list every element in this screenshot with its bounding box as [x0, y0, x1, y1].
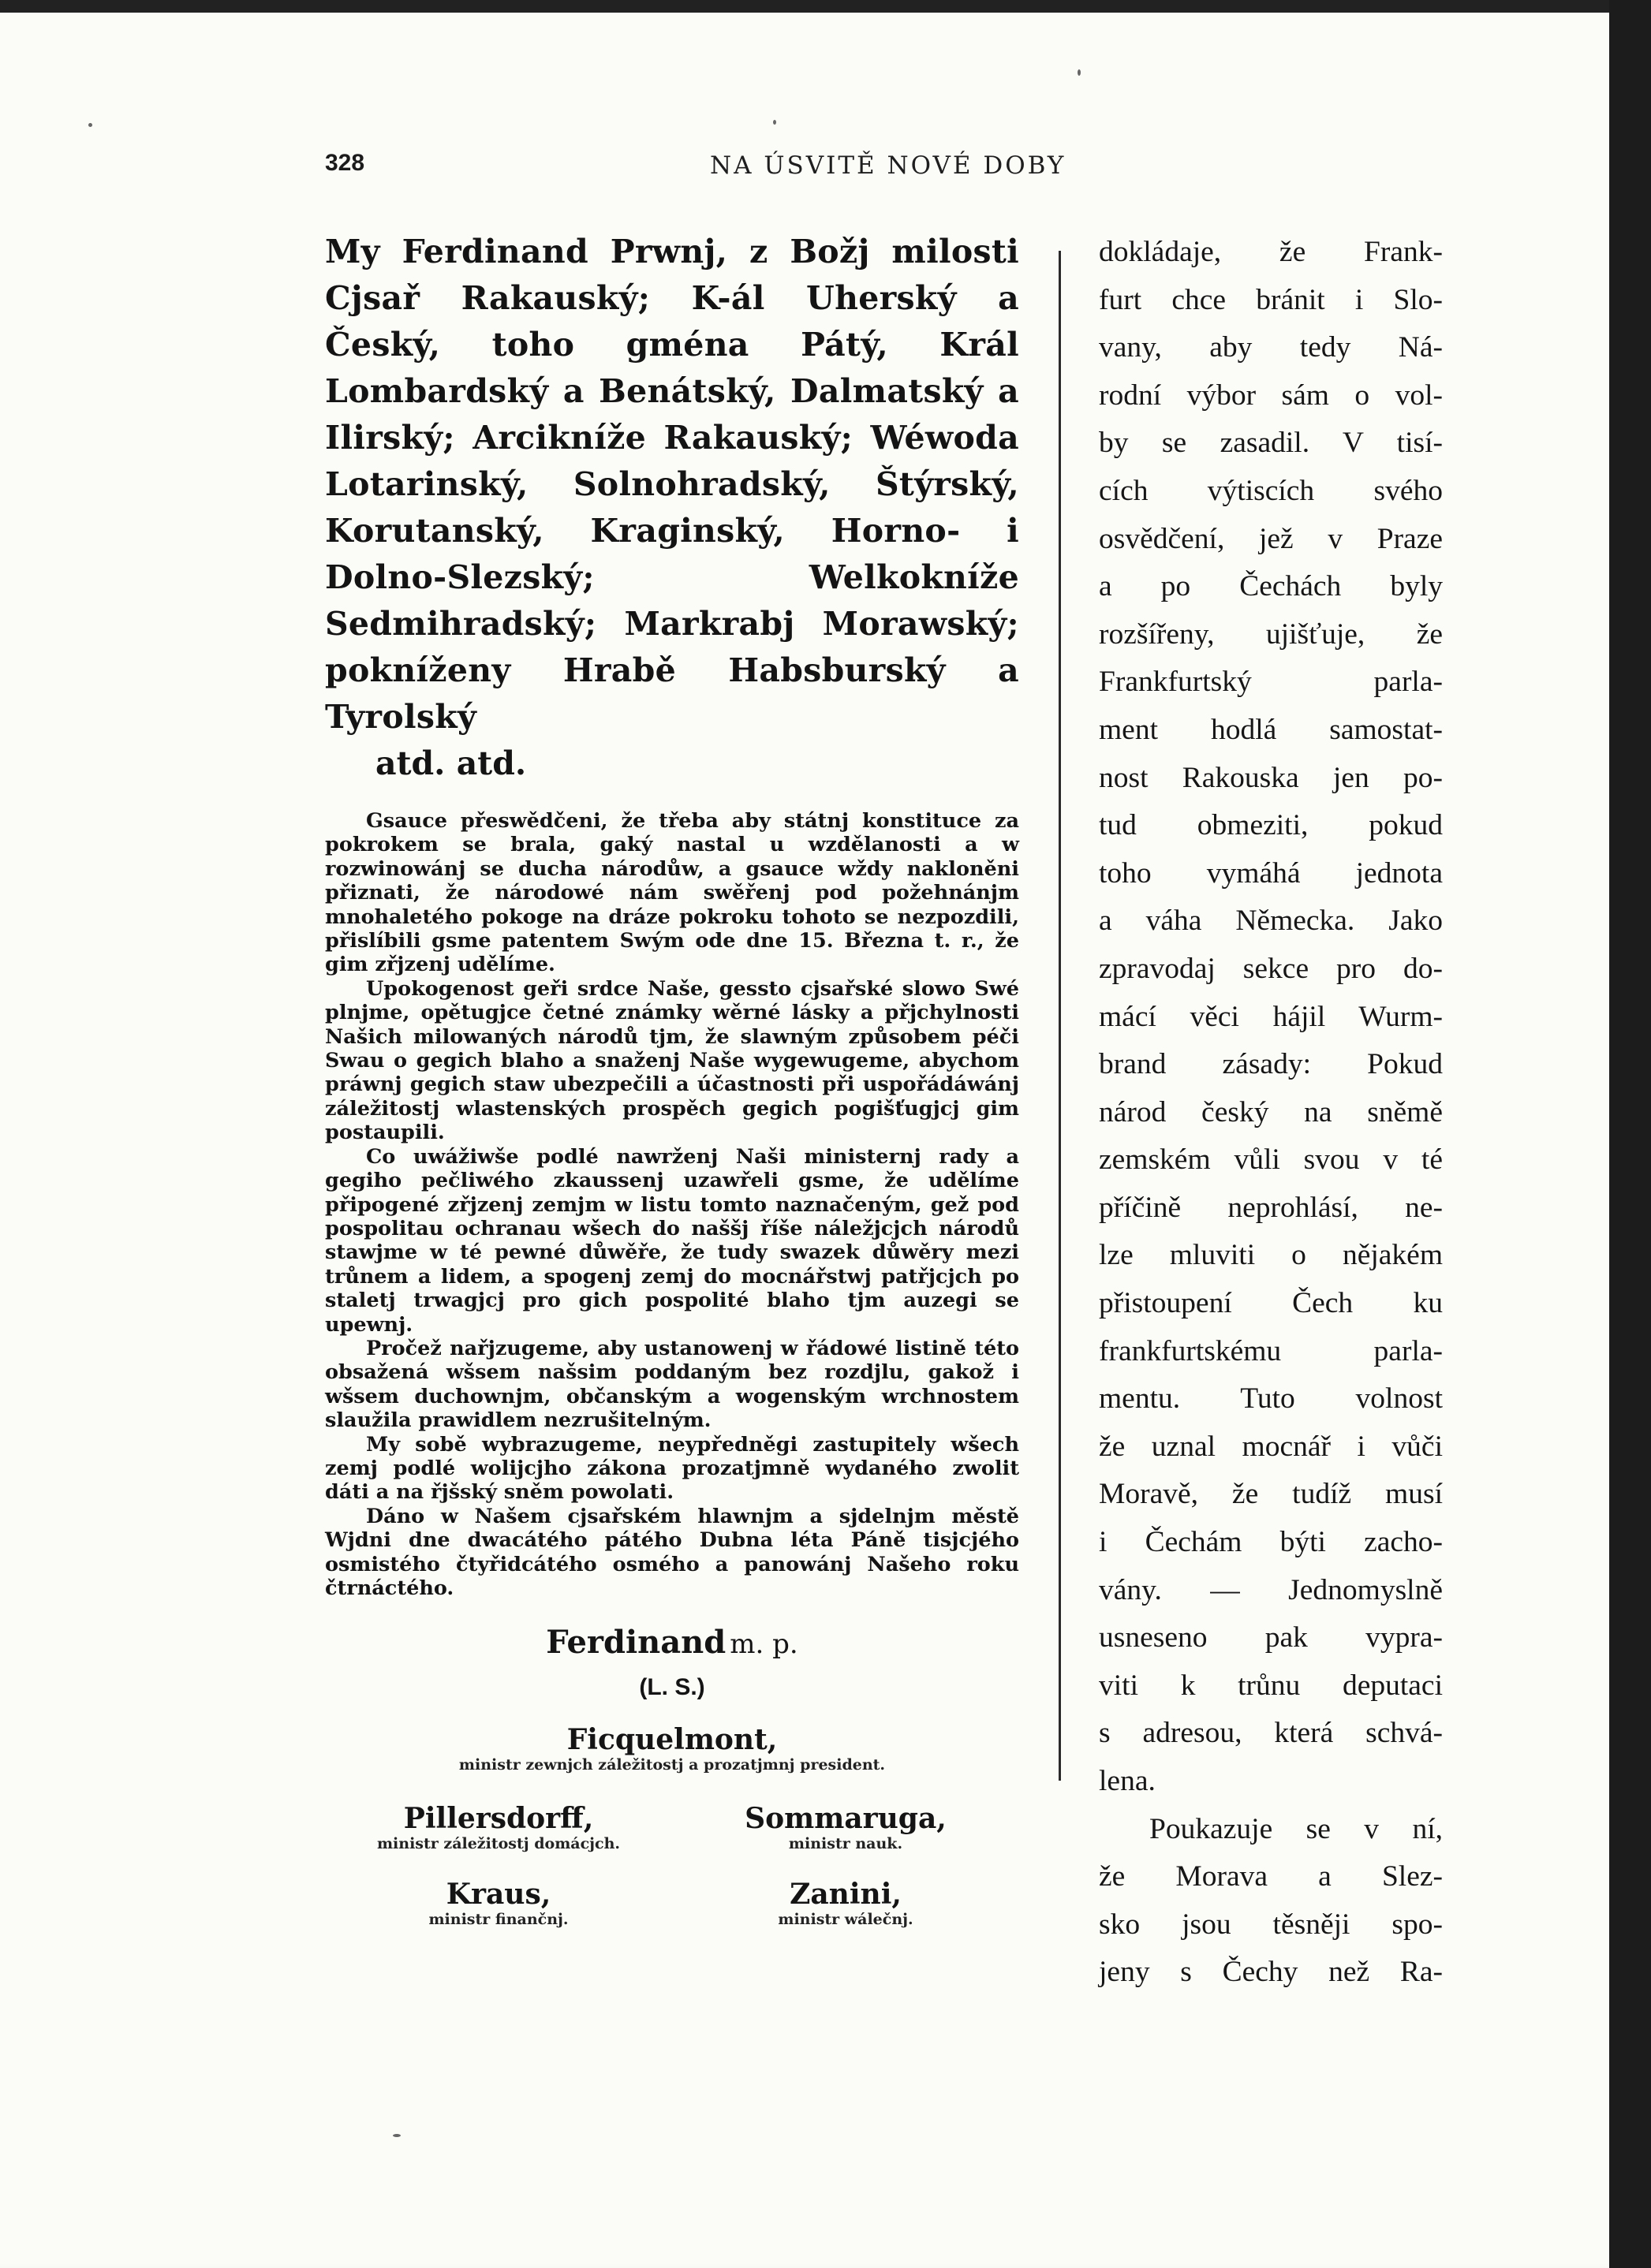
text-line: frankfurtskému parla-: [1099, 1334, 1443, 1367]
text-line: zpravodaj sekce pro do-: [1099, 952, 1443, 985]
minister-role: ministr finančnj.: [428, 1911, 569, 1929]
scan-speck: [1078, 69, 1081, 76]
text-line: osvědčení, jež v Praze: [1099, 522, 1443, 555]
text-line: lze mluviti o nějakém: [1099, 1239, 1443, 1272]
text-line: brand zásady: Pokud: [1099, 1048, 1443, 1081]
decree-title-end: atd. atd.: [375, 744, 527, 782]
seal-text: (L. S.): [639, 1674, 705, 1701]
minister-role: ministr záležitostj domácjch.: [376, 1835, 621, 1853]
text-line: toho vymáhá jednota: [1099, 856, 1443, 890]
minister-signature-right-1: [672, 1802, 1019, 1852]
president-name: Ficquelmont,: [566, 1723, 778, 1757]
minister-signature-left-1: [325, 1802, 672, 1852]
text-line: Moravě, že tudíž musí: [1099, 1478, 1443, 1511]
scan-speck: [88, 123, 92, 127]
text-line: vany, aby tedy Ná-: [1099, 331, 1443, 364]
seal-mark: [325, 1674, 1019, 1701]
minister-name: Sommaruga,: [745, 1802, 947, 1836]
text-line: s adresou, která schvá-: [1099, 1717, 1443, 1750]
scan-border-top: [0, 0, 1651, 13]
text-line: usneseno pak vypra-: [1099, 1621, 1443, 1654]
text-line: že uznal mocnář i vůči: [1099, 1430, 1443, 1463]
scan-border-right: [1609, 0, 1651, 2268]
text-line: Poukazuje se v ní,: [1149, 1812, 1443, 1845]
minister-name: Zanini,: [790, 1878, 902, 1912]
decree-column: [325, 229, 1019, 1955]
text-line: i Čechám býti zacho-: [1099, 1526, 1443, 1559]
president-role: ministr zewnjch záležitostj a prozatjmnj president.: [458, 1756, 886, 1774]
text-line: dokládaje, že Frank-: [1099, 236, 1443, 268]
text-line: furt chce bránit i Slo-: [1099, 283, 1443, 316]
emperor-signature: [325, 1624, 1019, 1661]
minister-name: Pillersdorff,: [403, 1802, 594, 1836]
decree-paragraph: Dáno w Našem cjsařském hlawnjm a sjdelnjm městě Wjdni dne dwacátého pátého Dubna léta Páně tisjcjého osmistého čtyřidcátého osmého a panowánj Našeho roku čtrnáctého.: [325, 1504, 1019, 1600]
text-line: a váha Německa. Jako: [1099, 905, 1443, 938]
text-line: a po Čechách byly: [1099, 570, 1443, 603]
text-line: by se zasadil. V tisí-: [1099, 427, 1443, 460]
text-line: mácí věci hájil Wurm-: [1099, 1000, 1443, 1033]
decree-title: My Ferdinand Prwnj, z Božj milosti Cjsař Rakauský; K-ál Uherský a Český, toho gména Pátý, Král Lombardský a Benátský, Dalmatský a Ilirský; Arcikníže Rakauský; Wéwoda Lotarinský, Solnohradský, Štýrský, Korutanský, Kraginský, Horno- i Dolno-Slezský; Welkokníže Sedmihradský; Markrabj Morawský; pokníženy Hrabě Habsburský a Tyrolský: [325, 233, 1019, 736]
column-divider: [1059, 251, 1061, 1781]
minister-role: ministr wálečnj.: [778, 1911, 913, 1929]
text-line: rodní výbor sám o vol-: [1099, 379, 1443, 412]
decree-paragraph: Gsauce přeswědčeni, že třeba aby státnj konstituce za pokrokem se brala, gaký nastal u wzdělanosti a w rozwinowánj se ducha národůw, a gsauce wždy nakloněni přiznati, že národowé nám swěřenj pod požehnánjm mnohaletého pokoge na dráze pokroku tohoto se nezpozdili, přislíbili gsme patentem Swým ode dne 15. Března t. r., že gim zřjzenj udělíme.: [325, 809, 1019, 977]
decree-paragraph: Upokogenost geři srdce Naše, gessto cjsařské slowo Swé plnjme, opětugjce četné známky wěrné lásky a přjchylnosti Našich milowaných národů tjm, že slawným způsobem péči Swau o gegich blaho a snaženj Naše wygewugeme, abychom práwnj gegich staw ubezpečili a účastnosti při uspořádáwánj záležitostj wlastenských prospěch gegich pogišťugjcj gim postaupili.: [325, 976, 1019, 1145]
text-line: nost Rakouska jen po-: [1099, 761, 1443, 794]
text-line: viti k trůnu deputaci: [1099, 1669, 1443, 1702]
text-line: příčině neprohlásí, ne-: [1099, 1191, 1443, 1224]
scan-speck: [773, 120, 776, 125]
emperor-suffix: m. p.: [730, 1628, 798, 1661]
decree-body: [325, 809, 1019, 1600]
minister-signature-right-2: [672, 1878, 1019, 1928]
text-line: že Morava a Slez-: [1099, 1860, 1443, 1893]
minister-role: ministr nauk.: [788, 1835, 903, 1853]
signature-block: [325, 1624, 1019, 1955]
text-line: cích výtiscích svého: [1099, 474, 1443, 507]
text-line: mentu. Tuto volnost: [1099, 1382, 1443, 1416]
decree-paragraph: My sobě wybrazugeme, neypředněgi zastupitely wšech zemj podlé wolijcjho zákona prozatjmně wydaného zwolit dáti a na řjšský sněm powolati.: [325, 1432, 1019, 1505]
text-line: přistoupení Čech ku: [1099, 1287, 1443, 1320]
decree-paragraph: Pročež nařjzugeme, aby ustanowenj w řádowé listině této obsažená wšsem našsim poddaným bez rozdjlu, gakož i wšsem duchownjm, občanským a wogenským wrchnostem slaužila prawidlem nezrušitelným.: [325, 1336, 1019, 1433]
minister-name: Kraus,: [446, 1878, 551, 1912]
emperor-name: Ferdinand: [546, 1624, 727, 1662]
text-line: Frankfurtský parla-: [1099, 666, 1443, 699]
text-line: jeny s Čechy než Ra-: [1099, 1956, 1443, 1989]
president-signature: [325, 1723, 1019, 1774]
text-line: lena.: [1099, 1765, 1156, 1797]
scan-speck: [393, 2134, 401, 2137]
running-head: NA ÚSVITĚ NOVÉ DOBY: [710, 151, 1066, 180]
page-number: 328: [325, 150, 365, 176]
text-line: rozšířeny, ujišťuje, že: [1099, 617, 1443, 651]
commentary-column: [1099, 229, 1443, 1997]
minister-signature-left-2: [325, 1878, 672, 1928]
text-line: sko jsou těsněji spo-: [1099, 1908, 1443, 1941]
text-line: národ český na sněmě: [1099, 1095, 1443, 1128]
text-line: vány. — Jednomyslně: [1099, 1573, 1443, 1606]
text-line: ment hodlá samostat-: [1099, 713, 1443, 746]
text-line: tud obmeziti, pokud: [1099, 809, 1443, 842]
decree-paragraph: Co uwážiwše podlé nawrženj Naši ministernj rady a gegiho pečliwého zkaussenj uzawřeli gsme, že udělíme připogené zřjzenj zemjm w listu tomto naznačeným, gež pod pospolitau ochranau wšech do naššj říše náležjcjch národů stawjme w té pewné důwěře, že tudy swazek důwěry mezi trůnem a lidem, a spogenj zemj do mocnářstwj patřjcjch po staletj trwagjcj pro gich pospolité blaho tjm auzegi se upewnj.: [325, 1144, 1019, 1337]
text-line: zemském vůli svou v té: [1099, 1143, 1443, 1177]
